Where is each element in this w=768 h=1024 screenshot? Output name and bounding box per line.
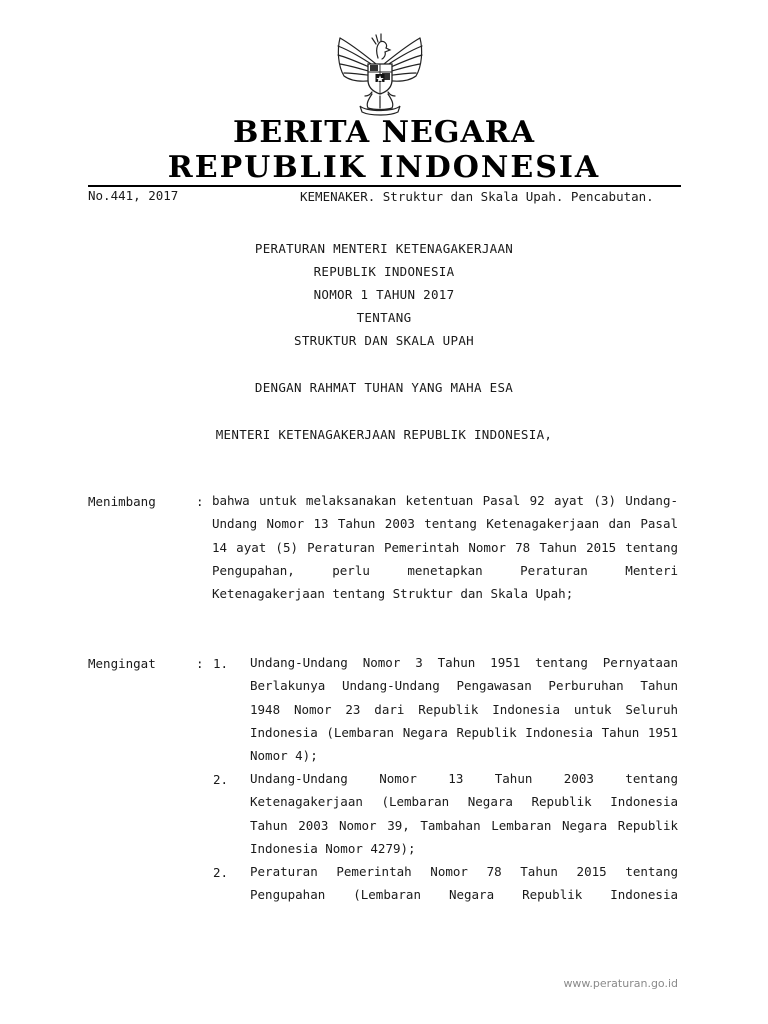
regulation-subject: STRUKTUR DAN SKALA UPAH xyxy=(294,333,474,348)
mengingat-item-text: Peraturan Pemerintah Nomor 78 Tahun 2015 tentang Pengupahan (Lembaran Negara Republik Indonesia xyxy=(250,864,678,903)
regulation-title-line2: REPUBLIK INDONESIA xyxy=(313,264,455,279)
mengingat-label: Mengingat xyxy=(88,656,156,671)
mengingat-item-number: 2. xyxy=(213,865,229,880)
footer-url: www.peraturan.go.id xyxy=(563,977,678,990)
menimbang-colon: : xyxy=(196,494,204,509)
gazette-title: BERITA NEGARA xyxy=(233,115,535,150)
blessing-line: DENGAN RAHMAT TUHAN YANG MAHA ESA xyxy=(254,380,514,395)
regulation-title-line1: PERATURAN MENTERI KETENAGAKERJAAN xyxy=(254,241,514,256)
regulation-tentang: TENTANG xyxy=(356,310,412,325)
regulation-number: NOMOR 1 TAHUN 2017 xyxy=(313,287,455,302)
garuda-emblem-icon xyxy=(332,28,428,116)
gazette-subtitle: REPUBLIK INDONESIA xyxy=(167,150,601,185)
mengingat-colon: : xyxy=(196,656,204,671)
gazette-description: KEMENAKER. Struktur dan Skala Upah. Pencabutan. xyxy=(300,189,654,204)
menimbang-label: Menimbang xyxy=(88,494,156,509)
mengingat-item-text: Undang-Undang Nomor 13 Tahun 2003 tentang Ketenagakerjaan (Lembaran Negara Republik Indonesia Tahun 2003 Nomor 39, Tambahan Lembaran Negara Republik Indonesia Nomor 4279); xyxy=(250,771,678,856)
mengingat-item-number: 1. xyxy=(213,656,229,671)
menimbang-text: bahwa untuk melaksanakan ketentuan Pasal 92 ayat (3) Undang-Undang Nomor 13 Tahun 2003 tentang Ketenagakerjaan dan Pasal 14 ayat (5) Peraturan Pemerintah Nomor 78 Tahun 2015 tentang Pengupahan, perlu menetapkan Peraturan Menteri Ketenagakerjaan tentang Struktur dan Skala Upah; xyxy=(212,493,678,602)
mengingat-item-number: 2. xyxy=(213,772,229,787)
minister-line: MENTERI KETENAGAKERJAAN REPUBLIK INDONESIA, xyxy=(215,427,553,442)
gazette-number: No.441, 2017 xyxy=(88,188,179,203)
header-divider xyxy=(88,185,681,187)
mengingat-item-text: Undang-Undang Nomor 3 Tahun 1951 tentang Pernyataan Berlakunya Undang-Undang Pengawasan Perburuhan Tahun 1948 Nomor 23 dari Republik Indonesia untuk Seluruh Indonesia (Lembaran Negara Republik Indonesia Tahun 1951 Nomor 4); xyxy=(250,655,678,764)
